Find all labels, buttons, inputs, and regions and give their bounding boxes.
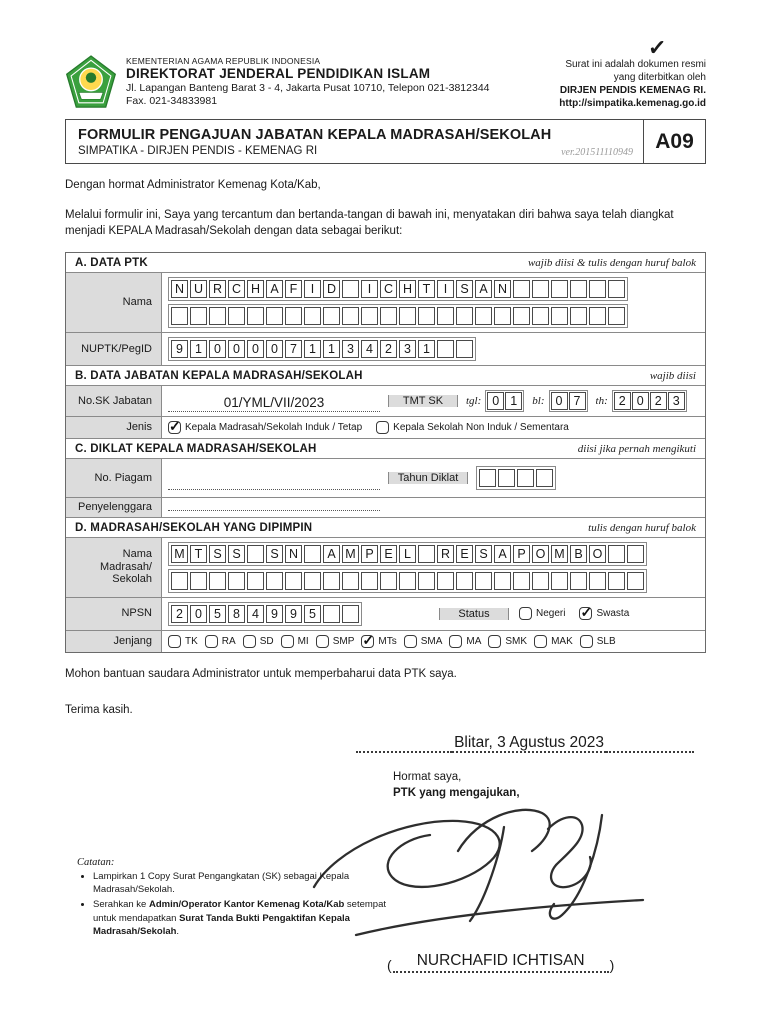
char-box[interactable] bbox=[342, 280, 359, 298]
char-box[interactable] bbox=[627, 545, 644, 563]
char-box[interactable]: T bbox=[190, 545, 207, 563]
place-date-field[interactable]: Blitar, 3 Agustus 2023 bbox=[452, 734, 606, 753]
checkbox-label: Negeri bbox=[536, 608, 566, 620]
letterhead bbox=[65, 54, 706, 110]
checked-checkbox-icon[interactable] bbox=[168, 421, 181, 434]
char-box[interactable]: 3 bbox=[668, 392, 685, 410]
notes-title: Catatan: bbox=[77, 856, 115, 868]
char-box[interactable] bbox=[171, 307, 188, 325]
form-version: ver.201511110949 bbox=[561, 147, 633, 158]
char-box[interactable] bbox=[304, 572, 321, 590]
npsn-row bbox=[66, 597, 705, 630]
thanks-line: Terima kasih. bbox=[65, 703, 133, 716]
unchecked-checkbox-icon[interactable] bbox=[404, 635, 417, 648]
char-box[interactable]: 1 bbox=[190, 340, 207, 358]
char-box[interactable]: 4 bbox=[247, 605, 264, 623]
char-box[interactable]: C bbox=[228, 280, 245, 298]
char-box[interactable]: S bbox=[266, 545, 283, 563]
npsn-charboxes[interactable] bbox=[168, 602, 362, 626]
char-box[interactable] bbox=[437, 307, 454, 325]
agency-fax: Fax. 021-34833981 bbox=[126, 94, 218, 107]
jenjang-label: Jenjang bbox=[66, 631, 162, 652]
checkbox-option-mts[interactable] bbox=[361, 635, 396, 648]
char-box[interactable]: 2 bbox=[380, 340, 397, 358]
char-box[interactable]: P bbox=[361, 545, 378, 563]
char-box[interactable] bbox=[513, 572, 530, 590]
char-box[interactable]: S bbox=[456, 280, 473, 298]
char-box[interactable]: L bbox=[399, 545, 416, 563]
agency-address: Jl. Lapangan Banteng Barat 3 - 4, Jakarta Pusat 10710, Telepon 021-3812344 bbox=[126, 82, 490, 95]
char-box[interactable]: 2 bbox=[614, 392, 631, 410]
char-box[interactable]: C bbox=[380, 280, 397, 298]
checkbox-label: MTs bbox=[378, 635, 397, 647]
char-box[interactable] bbox=[608, 572, 625, 590]
form-title-box bbox=[65, 119, 706, 164]
char-box[interactable] bbox=[479, 469, 496, 487]
nuptk-row bbox=[66, 332, 705, 365]
char-box[interactable] bbox=[418, 545, 435, 563]
char-box[interactable] bbox=[456, 340, 473, 358]
char-box[interactable]: A bbox=[266, 280, 283, 298]
char-box[interactable] bbox=[456, 307, 473, 325]
signer-name-field[interactable]: NURCHAFID ICHTISAN bbox=[393, 952, 609, 973]
char-box[interactable]: F bbox=[285, 280, 302, 298]
char-box[interactable]: H bbox=[247, 280, 264, 298]
checkbox-option-swasta[interactable] bbox=[579, 607, 629, 620]
checkbox-option-kepala-sekolah-non-induk-sementara[interactable] bbox=[376, 421, 569, 434]
checkbox-option-smk[interactable] bbox=[488, 635, 527, 648]
char-box[interactable] bbox=[627, 572, 644, 590]
char-box[interactable]: D bbox=[323, 280, 340, 298]
kemenag-logo-icon bbox=[65, 54, 117, 110]
char-box[interactable] bbox=[285, 572, 302, 590]
tgl-boxes[interactable] bbox=[485, 390, 524, 412]
char-box[interactable]: R bbox=[437, 545, 454, 563]
char-box[interactable] bbox=[517, 469, 534, 487]
char-box[interactable]: 0 bbox=[632, 392, 649, 410]
char-box[interactable]: 0 bbox=[266, 340, 283, 358]
checkbox-option-sma[interactable] bbox=[404, 635, 443, 648]
char-box[interactable]: 0 bbox=[209, 340, 226, 358]
checkbox-label: Kepala Madrasah/Sekolah Induk / Tetap bbox=[185, 422, 363, 434]
char-box[interactable]: 3 bbox=[342, 340, 359, 358]
checkbox-label: SMK bbox=[505, 635, 528, 647]
char-box[interactable]: 7 bbox=[285, 340, 302, 358]
checkbox-label: RA bbox=[221, 635, 236, 647]
char-box[interactable]: P bbox=[513, 545, 530, 563]
checkbox-label: Kepala Sekolah Non Induk / Sementara bbox=[393, 422, 569, 434]
char-box[interactable] bbox=[247, 572, 264, 590]
sk-jabatan-row bbox=[66, 385, 705, 416]
char-box[interactable] bbox=[532, 307, 549, 325]
char-box[interactable] bbox=[342, 572, 359, 590]
checkbox-option-mak[interactable] bbox=[534, 635, 573, 648]
char-box[interactable] bbox=[475, 307, 492, 325]
char-box[interactable]: E bbox=[380, 545, 397, 563]
char-box[interactable]: 8 bbox=[228, 605, 245, 623]
section-b-header bbox=[66, 365, 705, 385]
char-box[interactable] bbox=[513, 307, 530, 325]
place-date-row bbox=[65, 734, 706, 753]
char-box[interactable] bbox=[209, 307, 226, 325]
char-box[interactable] bbox=[209, 572, 226, 590]
note-item-1: • Lampirkan 1 Copy Surat Pengangkatan (SK) sebagai Kepala Madrasah/Sekolah. bbox=[93, 870, 407, 897]
char-box[interactable]: A bbox=[323, 545, 340, 563]
section-a-hint: wajib diisi & tulis dengan huruf balok bbox=[527, 257, 696, 270]
section-b-hint: wajib diisi bbox=[649, 370, 696, 383]
char-box[interactable]: M bbox=[171, 545, 188, 563]
nuptk-charboxes[interactable] bbox=[168, 337, 476, 361]
jenjang-options bbox=[168, 635, 623, 648]
char-box[interactable] bbox=[456, 572, 473, 590]
char-box[interactable]: 0 bbox=[247, 340, 264, 358]
char-box[interactable]: A bbox=[475, 280, 492, 298]
checkbox-option-tk[interactable] bbox=[168, 635, 198, 648]
char-box[interactable]: 9 bbox=[266, 605, 283, 623]
th-label: th: bbox=[595, 395, 608, 408]
checkbox-option-sd[interactable] bbox=[243, 635, 274, 648]
piagam-label: No. Piagam bbox=[66, 459, 162, 497]
char-box[interactable]: R bbox=[209, 280, 226, 298]
verification-check-icon: ✓ bbox=[647, 34, 668, 61]
char-box[interactable] bbox=[190, 307, 207, 325]
jenis-row bbox=[66, 416, 705, 438]
form-title: FORMULIR PENGAJUAN JABATAN KEPALA MADRASAH/SEKOLAH bbox=[78, 127, 552, 143]
checkbox-option-smp[interactable] bbox=[316, 635, 355, 648]
dotted-leader bbox=[606, 748, 694, 753]
piagam-field[interactable] bbox=[168, 488, 380, 490]
ministry-name: KEMENTERIAN AGAMA REPUBLIK INDONESIA bbox=[126, 56, 321, 66]
section-c-header bbox=[66, 438, 705, 458]
penyelenggara-label: Penyelenggara bbox=[66, 498, 162, 517]
char-box[interactable] bbox=[536, 469, 553, 487]
char-box[interactable] bbox=[323, 605, 340, 623]
piagam-row bbox=[66, 458, 705, 497]
section-a-title: A. DATA PTK bbox=[75, 257, 148, 270]
char-box[interactable] bbox=[285, 307, 302, 325]
section-b-title: B. DATA JABATAN KEPALA MADRASAH/SEKOLAH bbox=[75, 370, 363, 383]
char-box[interactable] bbox=[498, 469, 515, 487]
char-box[interactable] bbox=[475, 572, 492, 590]
char-box[interactable] bbox=[551, 280, 568, 298]
section-d-title: D. MADRASAH/SEKOLAH YANG DIPIMPIN bbox=[75, 521, 313, 534]
char-box[interactable]: N bbox=[285, 545, 302, 563]
char-box[interactable] bbox=[589, 572, 606, 590]
doc-note-line1: Surat ini adalah dokumen resmi bbox=[565, 59, 706, 70]
char-box[interactable]: I bbox=[361, 280, 378, 298]
char-box[interactable] bbox=[494, 572, 511, 590]
bl-label: bl: bbox=[532, 395, 545, 408]
paren-open: ( bbox=[387, 956, 392, 973]
unchecked-checkbox-icon[interactable] bbox=[205, 635, 218, 648]
char-box[interactable]: S bbox=[209, 545, 226, 563]
nama-charboxes-row1[interactable] bbox=[168, 277, 628, 301]
char-box[interactable]: N bbox=[494, 280, 511, 298]
char-box[interactable] bbox=[418, 307, 435, 325]
unchecked-checkbox-icon[interactable] bbox=[519, 607, 532, 620]
unchecked-checkbox-icon[interactable] bbox=[281, 635, 294, 648]
th-boxes[interactable] bbox=[612, 390, 687, 412]
char-box[interactable]: T bbox=[418, 280, 435, 298]
document-authenticity-note bbox=[559, 54, 706, 110]
nama-madrasah-charboxes-row1[interactable] bbox=[168, 542, 647, 566]
section-d-hint: tulis dengan huruf balok bbox=[588, 521, 696, 534]
status-label: Status bbox=[439, 608, 509, 620]
char-box[interactable] bbox=[361, 572, 378, 590]
char-box[interactable] bbox=[266, 307, 283, 325]
nama-madrasah-charboxes-row2[interactable] bbox=[168, 569, 647, 593]
char-box[interactable] bbox=[228, 307, 245, 325]
char-box[interactable]: 1 bbox=[418, 340, 435, 358]
checkbox-option-mi[interactable] bbox=[281, 635, 309, 648]
tgl-label: tgl: bbox=[466, 395, 482, 408]
tahun-diklat-label: Tahun Diklat bbox=[388, 472, 468, 484]
section-c-title: C. DIKLAT KEPALA MADRASAH/SEKOLAH bbox=[75, 443, 317, 456]
char-box[interactable] bbox=[304, 545, 321, 563]
nuptk-label: NUPTK/PegID bbox=[66, 333, 162, 365]
char-box[interactable] bbox=[608, 307, 625, 325]
char-box[interactable] bbox=[551, 307, 568, 325]
checkbox-option-ra[interactable] bbox=[205, 635, 236, 648]
char-box[interactable]: 0 bbox=[551, 392, 568, 410]
checkbox-label: TK bbox=[185, 635, 198, 647]
char-box[interactable] bbox=[570, 307, 587, 325]
section-a-header bbox=[66, 253, 705, 272]
char-box[interactable]: H bbox=[399, 280, 416, 298]
char-box[interactable]: 9 bbox=[171, 340, 188, 358]
char-box[interactable] bbox=[589, 280, 606, 298]
char-box[interactable]: N bbox=[171, 280, 188, 298]
char-box[interactable] bbox=[323, 572, 340, 590]
section-c-hint: diisi jika pernah mengikuti bbox=[577, 443, 696, 456]
checkbox-label: MAK bbox=[551, 635, 573, 647]
char-box[interactable] bbox=[551, 572, 568, 590]
char-box[interactable]: I bbox=[437, 280, 454, 298]
checked-checkbox-icon[interactable] bbox=[579, 607, 592, 620]
unchecked-checkbox-icon[interactable] bbox=[488, 635, 501, 648]
char-box[interactable]: 3 bbox=[399, 340, 416, 358]
nama-charboxes-row2[interactable] bbox=[168, 304, 628, 328]
char-box[interactable] bbox=[532, 280, 549, 298]
checkbox-label: SD bbox=[259, 635, 274, 647]
checkbox-option-negeri[interactable] bbox=[519, 607, 565, 620]
nama-madrasah-label: Nama Madrasah/ Sekolah bbox=[66, 538, 162, 597]
checkbox-label: SLB bbox=[596, 635, 616, 647]
jenis-options bbox=[168, 421, 583, 434]
char-box[interactable]: M bbox=[342, 545, 359, 563]
checkbox-label: MA bbox=[466, 635, 482, 647]
char-box[interactable]: 4 bbox=[361, 340, 378, 358]
unchecked-checkbox-icon[interactable] bbox=[534, 635, 547, 648]
char-box[interactable] bbox=[342, 605, 359, 623]
char-box[interactable] bbox=[228, 572, 245, 590]
status-options bbox=[509, 607, 699, 620]
char-box[interactable] bbox=[437, 340, 454, 358]
char-box[interactable] bbox=[266, 572, 283, 590]
unchecked-checkbox-icon[interactable] bbox=[243, 635, 256, 648]
char-box[interactable] bbox=[190, 572, 207, 590]
checkbox-option-slb[interactable] bbox=[580, 635, 616, 648]
paren-close: ) bbox=[609, 956, 615, 973]
sk-jabatan-label: No.SK Jabatan bbox=[66, 386, 162, 416]
char-box[interactable] bbox=[437, 572, 454, 590]
salutation-line2: PTK yang mengajukan, bbox=[393, 787, 520, 800]
char-box[interactable]: 5 bbox=[304, 605, 321, 623]
char-box[interactable]: 0 bbox=[228, 340, 245, 358]
char-box[interactable]: 1 bbox=[304, 340, 321, 358]
intro-greeting: Dengan hormat Administrator Kemenag Kota/Kab, bbox=[65, 179, 321, 191]
notes-block bbox=[77, 857, 407, 940]
char-box[interactable] bbox=[323, 307, 340, 325]
char-box[interactable] bbox=[513, 280, 530, 298]
char-box[interactable]: 2 bbox=[650, 392, 667, 410]
char-box[interactable]: O bbox=[532, 545, 549, 563]
char-box[interactable]: U bbox=[190, 280, 207, 298]
checkbox-label: SMA bbox=[420, 635, 443, 647]
tahun-diklat-boxes[interactable] bbox=[476, 466, 556, 490]
sk-number-field[interactable]: 01/YML/VII/2023 bbox=[168, 395, 380, 412]
char-box[interactable]: 9 bbox=[285, 605, 302, 623]
unchecked-checkbox-icon[interactable] bbox=[316, 635, 329, 648]
checkbox-label: SMP bbox=[332, 635, 355, 647]
char-box[interactable] bbox=[589, 307, 606, 325]
char-box[interactable] bbox=[418, 572, 435, 590]
checkbox-label: MI bbox=[297, 635, 309, 647]
char-box[interactable]: S bbox=[475, 545, 492, 563]
char-box[interactable]: I bbox=[304, 280, 321, 298]
signature-zone bbox=[65, 769, 706, 1004]
char-box[interactable]: 2 bbox=[171, 605, 188, 623]
char-box[interactable] bbox=[171, 572, 188, 590]
doc-note-line3: DIRJEN PENDIS KEMENAG RI. bbox=[559, 85, 706, 96]
penyelenggara-field[interactable] bbox=[168, 509, 380, 511]
note-item-2: • Serahkan ke Admin/Operator Kantor Kemenag Kota/Kab setempat untuk mendapatkan Surat Tanda Bukti Pengaktifan Kepala Madrasah/Sekolah. bbox=[93, 898, 407, 938]
form-table bbox=[65, 252, 706, 653]
char-box[interactable] bbox=[399, 572, 416, 590]
npsn-label: NPSN bbox=[66, 598, 162, 630]
tmt-sk-label: TMT SK bbox=[388, 395, 458, 407]
char-box[interactable] bbox=[380, 572, 397, 590]
intro-body: Melalui formulir ini, Saya yang tercantum dan bertanda-tangan di bawah ini, menyatakan diri bahwa saya telah diangkat menjadi KEPALA Madrasah/Sekolah dengan data sebagai berikut: bbox=[65, 208, 674, 238]
doc-note-line2: yang diterbitkan oleh bbox=[613, 72, 706, 83]
char-box[interactable] bbox=[608, 280, 625, 298]
char-box[interactable] bbox=[608, 545, 625, 563]
request-line: Mohon bantuan saudara Administrator untuk memperbaharui data PTK saya. bbox=[65, 667, 457, 680]
char-box[interactable]: 0 bbox=[190, 605, 207, 623]
char-box[interactable]: 5 bbox=[209, 605, 226, 623]
nama-label: Nama bbox=[66, 273, 162, 332]
section-d-header bbox=[66, 517, 705, 537]
nama-madrasah-row bbox=[66, 537, 705, 597]
char-box[interactable]: O bbox=[589, 545, 606, 563]
char-box[interactable]: B bbox=[570, 545, 587, 563]
char-box[interactable]: A bbox=[494, 545, 511, 563]
jenis-label: Jenis bbox=[66, 417, 162, 438]
char-box[interactable]: 1 bbox=[505, 392, 522, 410]
bl-boxes[interactable] bbox=[549, 390, 588, 412]
doc-note-url[interactable]: http://simpatika.kemenag.go.id bbox=[559, 98, 706, 109]
form-code: A09 bbox=[643, 120, 705, 163]
char-box[interactable] bbox=[342, 307, 359, 325]
penyelenggara-row bbox=[66, 497, 705, 517]
char-box[interactable]: E bbox=[456, 545, 473, 563]
form-subtitle: SIMPATIKA - DIRJEN PENDIS - KEMENAG RI bbox=[78, 145, 318, 157]
directorate-name: DIREKTORAT JENDERAL PENDIDIKAN ISLAM bbox=[126, 66, 431, 82]
salutation-line1: Hormat saya, bbox=[393, 770, 462, 783]
checkbox-option-kepala-madrasah-sekolah-induk-tetap[interactable] bbox=[168, 421, 362, 434]
jenjang-row bbox=[66, 630, 705, 652]
unchecked-checkbox-icon[interactable] bbox=[580, 635, 593, 648]
char-box[interactable]: 1 bbox=[323, 340, 340, 358]
char-box[interactable] bbox=[494, 307, 511, 325]
char-box[interactable] bbox=[247, 307, 264, 325]
char-box[interactable] bbox=[304, 307, 321, 325]
unchecked-checkbox-icon[interactable] bbox=[168, 635, 181, 648]
char-box[interactable] bbox=[380, 307, 397, 325]
unchecked-checkbox-icon[interactable] bbox=[376, 421, 389, 434]
unchecked-checkbox-icon[interactable] bbox=[449, 635, 462, 648]
dotted-leader bbox=[356, 748, 452, 753]
char-box[interactable] bbox=[570, 572, 587, 590]
char-box[interactable]: S bbox=[228, 545, 245, 563]
signer-name-row bbox=[387, 952, 614, 973]
char-box[interactable] bbox=[570, 280, 587, 298]
char-box[interactable] bbox=[532, 572, 549, 590]
checked-checkbox-icon[interactable] bbox=[361, 635, 374, 648]
char-box[interactable] bbox=[361, 307, 378, 325]
char-box[interactable]: 7 bbox=[569, 392, 586, 410]
checkbox-option-ma[interactable] bbox=[449, 635, 481, 648]
char-box[interactable] bbox=[399, 307, 416, 325]
nama-row bbox=[66, 272, 705, 332]
char-box[interactable] bbox=[247, 545, 264, 563]
checkbox-label: Swasta bbox=[596, 608, 630, 620]
char-box[interactable]: M bbox=[551, 545, 568, 563]
char-box[interactable]: 0 bbox=[487, 392, 504, 410]
